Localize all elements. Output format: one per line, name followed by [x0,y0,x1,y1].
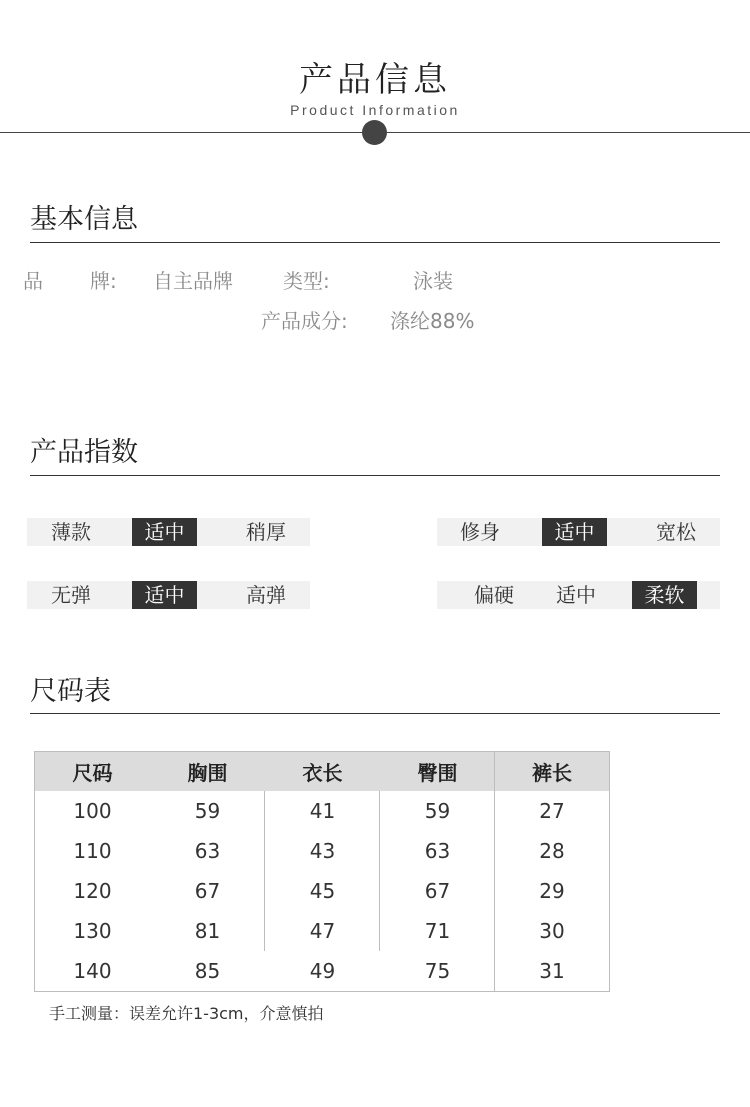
table-cell: 30 [539,919,565,943]
table-cell: 59 [424,799,451,823]
table-cell: 45 [309,879,336,903]
brand-value: 自主品牌 [153,269,233,293]
table-cell: 27 [539,799,565,823]
type-value: 泳装 [413,269,453,293]
table-cell: 28 [539,839,565,863]
measurement-note: 手工测量：误差允许1-3cm，介意慎拍 [49,1004,324,1023]
table-cell: 67 [424,879,451,903]
scale-elasticity [27,581,310,609]
header-cell-size: 尺码 [72,761,113,785]
brand-label-char-2: 牌: [90,269,117,293]
table-cell: 41 [309,799,336,823]
table-cell: 75 [424,959,451,983]
section-divider-basic-info [30,242,720,243]
header-cell-chest: 胸围 [187,761,228,785]
header-cell-pants-length: 裤长 [532,761,572,785]
scale-softness-option-2: 适中 [556,583,596,607]
scale-elasticity-option-2-selected: 适中 [132,581,197,609]
header-dot-icon [362,120,387,145]
table-cell: 49 [309,959,336,983]
table-cell: 71 [424,919,451,943]
table-cell: 43 [309,839,336,863]
table-cell: 85 [194,959,221,983]
material-label: 产品成分: [261,309,348,333]
table-cell: 140 [73,959,112,983]
table-cell: 59 [194,799,221,823]
table-cell: 31 [539,959,565,983]
table-cell: 29 [539,879,565,903]
table-cell: 120 [73,879,112,903]
size-table [34,751,610,992]
scale-thickness-option-2-selected: 适中 [132,518,197,546]
section-divider-product-index [30,475,720,476]
scale-elasticity-option-1: 无弹 [51,583,91,607]
table-cell: 63 [424,839,451,863]
page-title: 产品信息 [299,60,451,100]
table-cell: 63 [194,839,221,863]
section-title-product-index: 产品指数 [30,437,138,468]
section-title-size-chart: 尺码表 [30,676,111,707]
material-value: 涤纶88% [390,309,475,333]
page-subtitle: Product Information [290,102,460,118]
scale-fit-option-3: 宽松 [656,520,696,544]
scale-softness-option-1: 偏硬 [474,583,514,607]
scale-fit-option-1: 修身 [460,520,500,544]
size-table-header [35,752,609,791]
type-label: 类型: [283,269,330,293]
brand-label-char-1: 品 [23,269,43,293]
section-divider-size-chart [30,713,720,714]
table-cell: 47 [309,919,336,943]
scale-fit [437,518,720,546]
table-cell: 100 [73,799,112,823]
scale-softness [437,581,720,609]
table-cell: 130 [73,919,112,943]
scale-thickness [27,518,310,546]
table-cell: 67 [194,879,221,903]
scale-fit-option-2-selected: 适中 [542,518,607,546]
table-cell: 81 [194,919,221,943]
header-cell-hip: 臀围 [417,761,458,785]
scale-elasticity-option-3: 高弹 [246,583,286,607]
scale-thickness-option-1: 薄款 [51,520,91,544]
header-cell-length: 衣长 [302,761,343,785]
table-cell: 110 [73,839,112,863]
scale-softness-option-3-selected: 柔软 [632,581,697,609]
scale-thickness-option-3: 稍厚 [246,520,286,544]
section-title-basic-info: 基本信息 [30,204,138,235]
